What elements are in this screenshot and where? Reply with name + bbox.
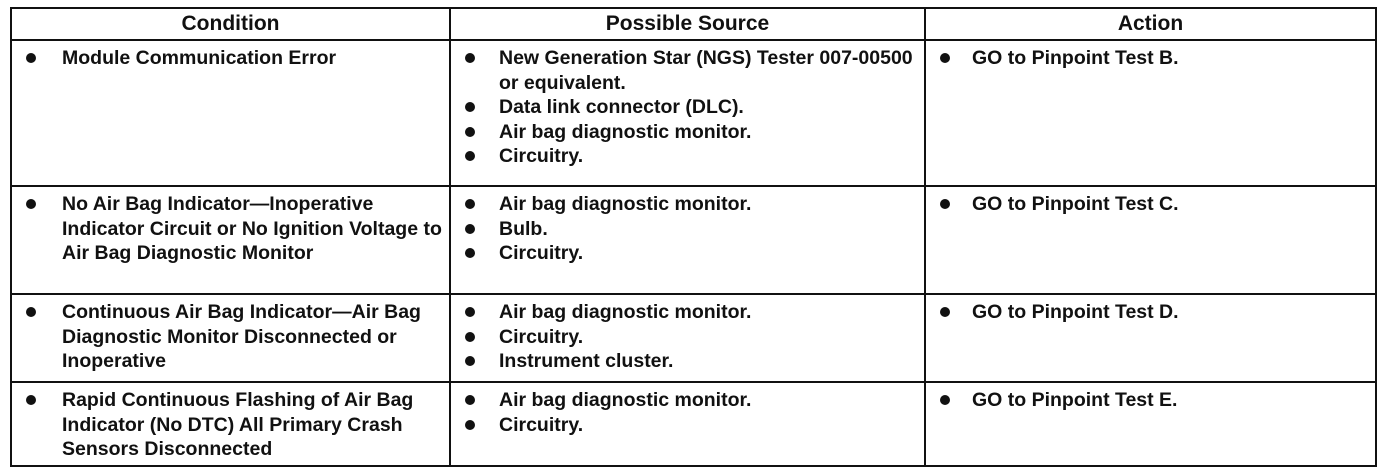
table-row [11, 382, 1376, 466]
list-item [20, 192, 443, 266]
list-item [934, 300, 1369, 325]
action-text: GO to Pinpoint Test B. [972, 47, 1179, 69]
action-list [934, 192, 1369, 217]
list-item [20, 46, 443, 71]
action-cell [925, 382, 1376, 466]
source-cell [450, 40, 925, 186]
list-item [459, 217, 918, 242]
header-condition: Condition [11, 8, 450, 40]
bullet-icon [940, 307, 950, 317]
bullet-icon [26, 53, 36, 63]
bullet-icon [465, 53, 475, 63]
action-text: GO to Pinpoint Test C. [972, 193, 1179, 215]
source-text: Bulb. [499, 217, 548, 240]
condition-cell [11, 294, 450, 382]
bullet-icon [465, 224, 475, 234]
condition-cell [11, 382, 450, 466]
action-list [934, 388, 1369, 413]
bullet-icon [940, 395, 950, 405]
list-item [459, 95, 918, 120]
list-item [934, 192, 1369, 217]
condition-text: Module Communication Error [62, 47, 337, 69]
source-cell [450, 186, 925, 294]
bullet-icon [940, 53, 950, 63]
bullet-icon [940, 199, 950, 209]
list-item [459, 144, 918, 169]
action-cell [925, 40, 1376, 186]
bullet-icon [465, 307, 475, 317]
condition-list [20, 192, 443, 266]
diagnosis-table [10, 7, 1377, 467]
bullet-icon [465, 356, 475, 366]
action-list [934, 300, 1369, 325]
condition-cell [11, 186, 450, 294]
condition-list [20, 388, 443, 462]
source-cell [450, 294, 925, 382]
table-row [11, 40, 1376, 186]
condition-text: Rapid Continuous Flashing of Air Bag Indicator (No DTC) All Primary Crash Sensors Disconnected [62, 389, 414, 460]
header-action: Action [925, 8, 1376, 40]
list-item [934, 46, 1369, 71]
header-row [11, 8, 1376, 40]
source-text: Circuitry. [499, 325, 584, 348]
table-header [11, 8, 1376, 40]
source-text: New Generation Star (NGS) Tester 007-00500 or equivalent. [499, 47, 913, 94]
action-list [934, 46, 1369, 71]
list-item [20, 300, 443, 374]
bullet-icon [26, 199, 36, 209]
source-text: Instrument cluster. [499, 350, 674, 372]
source-text: Air bag diagnostic monitor. [499, 193, 752, 215]
list-item [459, 300, 918, 325]
bullet-icon [465, 102, 475, 112]
list-item [934, 388, 1369, 413]
condition-text: No Air Bag Indicator—Inoperative Indicator Circuit or No Ignition Voltage to Air Bag Diagnostic Monitor [62, 193, 442, 264]
bullet-icon [465, 420, 475, 430]
source-text: Circuitry. [499, 242, 584, 264]
action-text: GO to Pinpoint Test D. [972, 301, 1179, 323]
list-item [459, 192, 918, 217]
source-list [459, 192, 918, 266]
condition-list [20, 300, 443, 374]
list-item [459, 413, 918, 438]
action-cell [925, 186, 1376, 294]
list-item [459, 349, 918, 374]
action-text: GO to Pinpoint Test E. [972, 389, 1178, 411]
source-text: Circuitry. [499, 413, 584, 436]
table-row [11, 294, 1376, 382]
bullet-icon [465, 199, 475, 209]
list-item [459, 388, 918, 413]
list-item [459, 46, 918, 95]
condition-text: Continuous Air Bag Indicator—Air Bag Diagnostic Monitor Disconnected or Inoperative [62, 301, 421, 372]
table-body [11, 40, 1376, 466]
header-possible-source: Possible Source [450, 8, 925, 40]
source-list [459, 300, 918, 374]
bullet-icon [26, 395, 36, 405]
source-list [459, 388, 918, 437]
action-cell [925, 294, 1376, 382]
bullet-icon [465, 151, 475, 161]
bullet-icon [465, 127, 475, 137]
source-text: Air bag diagnostic monitor. [499, 301, 752, 323]
bullet-icon [465, 332, 475, 342]
condition-list [20, 46, 443, 71]
source-text: Data link connector (DLC). [499, 96, 744, 118]
bullet-icon [26, 307, 36, 317]
source-list [459, 46, 918, 169]
list-item [20, 388, 443, 462]
condition-cell [11, 40, 450, 186]
source-text: Air bag diagnostic monitor. [499, 120, 752, 143]
list-item [459, 241, 918, 266]
bullet-icon [465, 248, 475, 258]
table-row [11, 186, 1376, 294]
source-text: Circuitry. [499, 145, 584, 167]
list-item [459, 120, 918, 145]
bullet-icon [465, 395, 475, 405]
list-item [459, 325, 918, 350]
source-text: Air bag diagnostic monitor. [499, 389, 752, 411]
source-cell [450, 382, 925, 466]
